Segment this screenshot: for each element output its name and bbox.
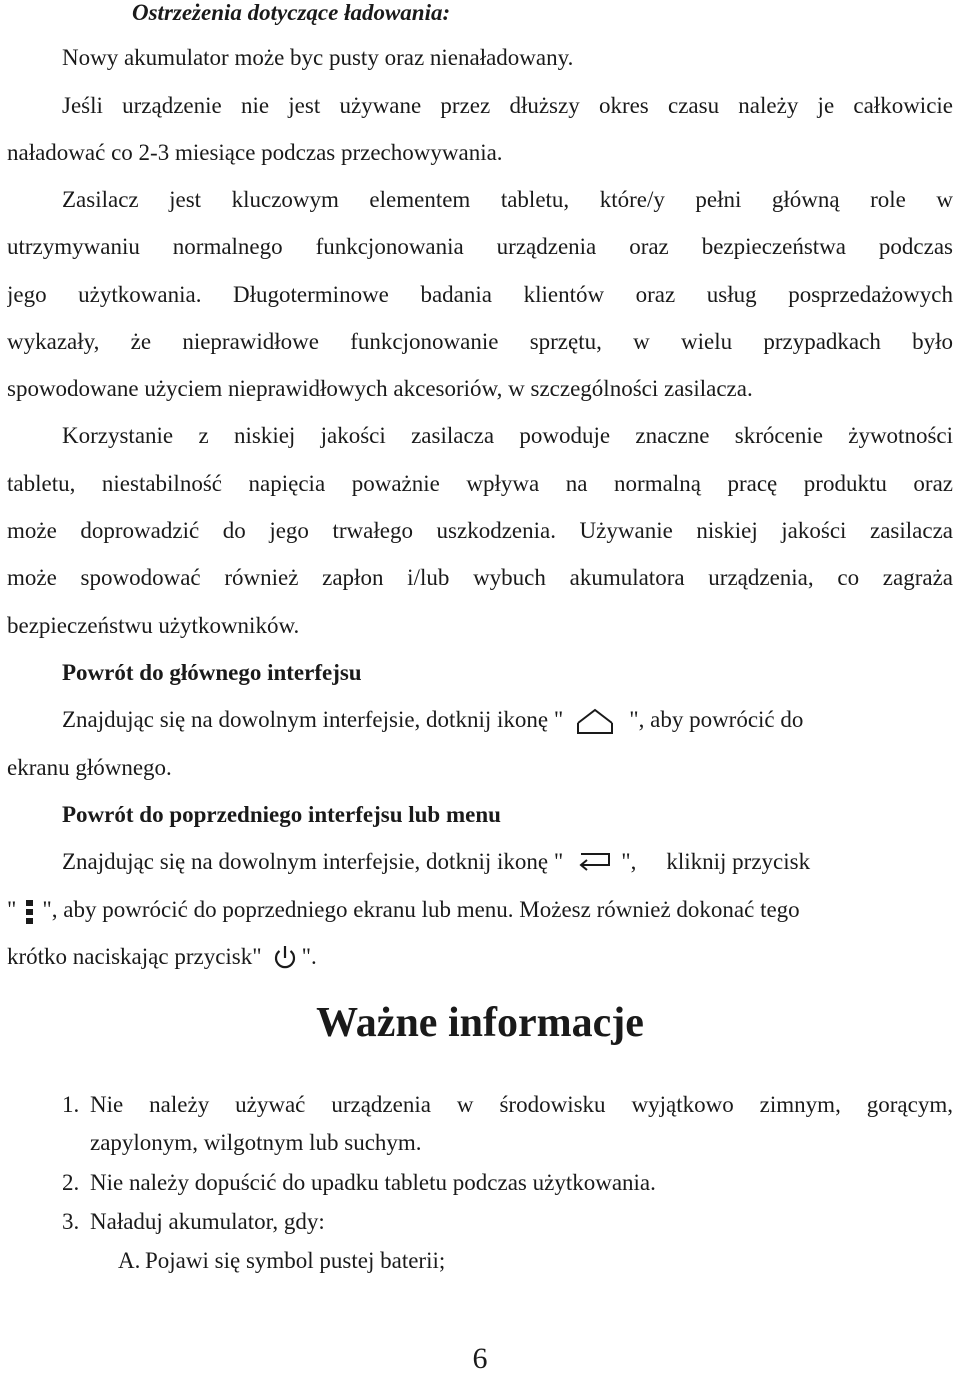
paragraph-line: Jeśli urządzenie nie jest używane przez dłuższy okres czasu należy je całkowicie [62,93,953,118]
paragraph-line: utrzymywaniu normalnego funkcjonowania urządzenia oraz bezpieczeństwa podczas [7,234,953,259]
list-item-number: 3. [62,1209,80,1234]
menu-icon [22,897,38,927]
list-item-continuation: zapylonym, wilgotnym lub suchym. [90,1130,422,1155]
paragraph-line: wykazały, że nieprawidłowe funkcjonowanie sprzętu, w wielu przypadkach było [7,329,953,354]
power-text-after-icon: ". [301,944,317,969]
power-icon [272,944,298,974]
back-text-before-icon: Znajdując się na dowolnym interfejsie, dotknij ikonę " [62,849,564,874]
paragraph-line: może doprowadzić do jego trwałego uszkodzenia. Używanie niskiej jakości zasilacza [7,518,953,543]
list-item-number: 2. [62,1170,80,1195]
paragraph-line: naładować co 2-3 miesiące podczas przechowywania. [7,140,503,165]
sub-item-text: Pojawi się symbol pustej baterii; [145,1248,446,1273]
back-text-after-icon: ", [621,849,637,874]
charging-warnings-heading: Ostrzeżenia dotyczące ładowania: [132,0,451,25]
power-text-before-icon: krótko naciskając przycisk" [7,944,262,969]
important-info-title: Ważne informacje [316,1000,644,1046]
home-instruction-line [62,705,953,737]
paragraph-line: Zasilacz jest kluczowym elementem tabletu, które/y pełni główną role w [62,187,953,212]
home-instruction-line2: ekranu głównego. [7,755,172,780]
list-item-text: Naładuj akumulator, gdy: [90,1209,325,1234]
home-text-after-icon: ", aby powrócić do [629,707,804,732]
quote-open: " [7,897,17,922]
menu-text-after-icon: ", aby powrócić do poprzedniego ekranu lub menu. Możesz również dokonać tego [42,897,800,922]
paragraph-line: może spowodować również zapłon i/lub wybuch akumulatora urządzenia, co zagraża [7,565,953,590]
list-item-text: Nie należy dopuścić do upadku tabletu podczas użytkowania. [90,1170,656,1195]
paragraph-line: jego użytkowania. Długoterminowe badania klientów oraz usług posprzedażowych [7,282,953,307]
back-icon [573,849,613,879]
paragraph-line: tabletu, niestabilność napięcia poważnie wpływa na normalną pracę produktu oraz [7,471,953,496]
paragraph-line: Nowy akumulator może byc pusty oraz nienaładowany. [62,45,574,70]
back-text-end: kliknij przycisk [666,849,811,874]
paragraph-line: bezpieczeństwu użytkowników. [7,613,300,638]
page-number: 6 [472,1342,488,1375]
paragraph-line: Korzystanie z niskiej jakości zasilacza powoduje znaczne skrócenie żywotności [62,423,953,448]
sub-item-label: A. [118,1248,141,1273]
home-text-before-icon: Znajdując się na dowolnym interfejsie, dotknij ikonę " [62,707,564,732]
list-item-text: Nie należy używać urządzenia w środowisku wyjątkowo zimnym, gorącym, [90,1092,953,1117]
back-instruction-line3 [7,942,953,974]
back-instruction-line2 [7,895,953,927]
back-instruction-line [62,847,953,879]
home-section-heading: Powrót do głównego interfejsu [62,660,362,685]
paragraph-line: spowodowane użyciem nieprawidłowych akcesoriów, w szczególności zasilacza. [7,376,753,401]
back-section-heading: Powrót do poprzedniego interfejsu lub menu [62,802,501,827]
list-item-number: 1. [62,1092,80,1117]
home-icon [575,707,615,737]
